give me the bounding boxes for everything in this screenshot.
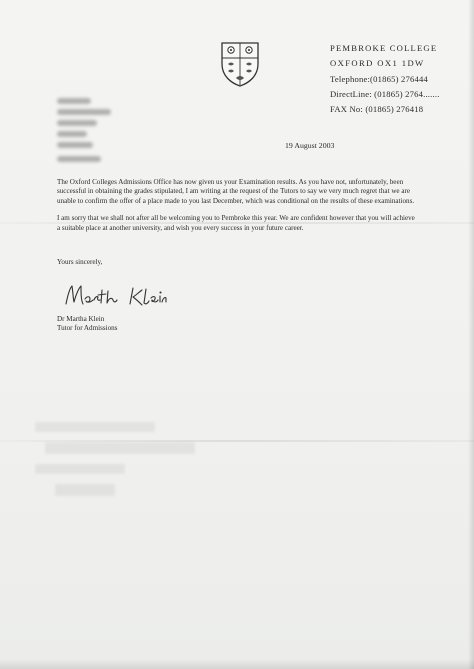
college-crest-icon — [219, 40, 261, 88]
letter-date: 19 August 2003 — [285, 141, 335, 150]
signatory-name: Dr Martha Klein — [57, 315, 105, 323]
signatory — [57, 315, 117, 332]
body-paragraph: I am sorry that we shall not after all be welcoming you to Pembroke this year. We are confident however that you will achieve a suitable place at another university, and wish you every success in your future career. — [57, 214, 415, 232]
redacted-line — [57, 131, 87, 137]
page-edge-shadow — [468, 0, 474, 669]
redacted-line — [57, 98, 91, 104]
letter-closing: Yours sincerely, — [57, 258, 103, 266]
redacted-line — [57, 156, 101, 162]
redacted-salutation — [57, 156, 113, 167]
page-edge-shadow — [0, 659, 474, 669]
fax-line: FAX No: (01865) 276418 — [330, 104, 424, 115]
college-name: PEMBROKE COLLEGE — [330, 43, 438, 53]
telephone-line: Telephone:(01865) 276444 — [330, 73, 428, 84]
redacted-line — [57, 120, 97, 126]
show-through-marks — [35, 418, 205, 508]
college-address: OXFORD OX1 1DW — [330, 58, 425, 69]
redacted-line — [57, 109, 111, 115]
signatory-title: Tutor for Admissions — [57, 323, 118, 332]
letterhead — [330, 41, 466, 117]
handwritten-signature — [62, 282, 172, 310]
redacted-recipient-address — [57, 98, 113, 153]
redacted-line — [57, 142, 93, 148]
body-paragraph: The Oxford Colleges Admissions Office has now given us your Examination results. As you have not, unfortunately, been successful in obtaining the grades stipulated, I am writing at the request of the Tutors to say we very much regret that we are unable to confirm the offer of a place made to you last December, which was conditional on the results of these examinations. — [57, 178, 415, 205]
direct-line: DirectLine: (01865) 2764....... — [330, 88, 440, 99]
letter-body — [57, 178, 417, 241]
